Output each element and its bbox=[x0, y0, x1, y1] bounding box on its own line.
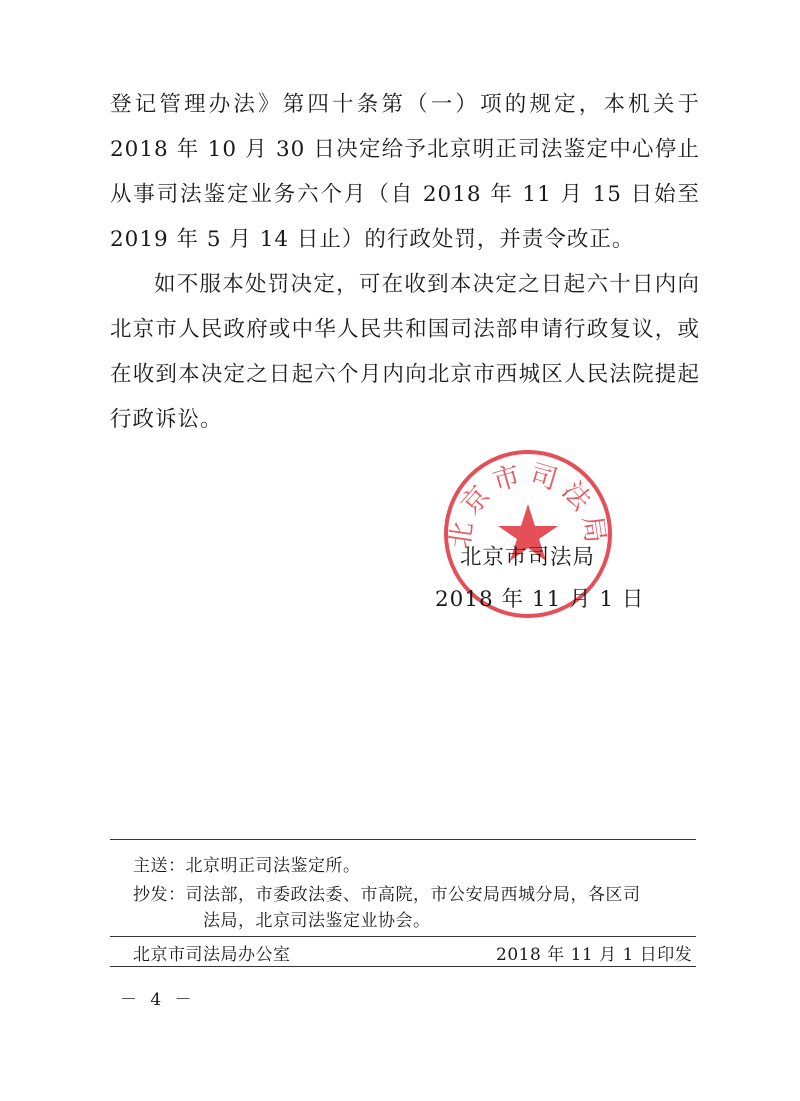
signature-date: 2018 年 11 月 1 日 bbox=[435, 587, 645, 612]
footer-divider-top bbox=[110, 839, 696, 840]
recipient-value: 北京明正司法鉴定所。 bbox=[185, 856, 361, 876]
issuing-office: 北京市司法局办公室 bbox=[133, 945, 291, 965]
seal-text: 北京市司法局 bbox=[444, 458, 612, 551]
recipient-line bbox=[133, 851, 361, 876]
document-body bbox=[110, 82, 700, 442]
issue-date: 2018 年 11 月 1 日印发 bbox=[496, 945, 693, 965]
cc-label: 抄发： bbox=[133, 885, 186, 905]
signature-organization: 北京市司法局 bbox=[460, 545, 596, 570]
recipient-label: 主送： bbox=[133, 856, 186, 876]
paragraph-appeal: 如不服本处罚决定，可在收到本决定之日起六十日内向北京市人民政府或中华人民共和国司法部申请行政复议，或在收到本决定之日起六个月内向北京市西城区人民法院提起行政诉讼。 bbox=[110, 272, 700, 432]
paragraph-penalty: 登记管理办法》第四十条第（一）项的规定，本机关于 2018 年 10 月 30 日决定给予北京明正司法鉴定中心停止从事司法鉴定业务六个月（自 2018 年 11 月 15 日始至 2019 年 5 月 14 日止）的行政处罚，并责令改正。 bbox=[110, 92, 700, 252]
cc-value-line2: 法局，北京司法鉴定业协会。 bbox=[203, 911, 431, 931]
footer-divider-bottom bbox=[110, 966, 696, 967]
footer-divider-middle bbox=[110, 936, 696, 937]
cc-value-line1: 司法部，市委政法委、市高院，市公安局西城分局，各区司 bbox=[185, 885, 641, 905]
page-number: － 4 － bbox=[120, 990, 196, 1010]
cc-line bbox=[133, 880, 641, 905]
